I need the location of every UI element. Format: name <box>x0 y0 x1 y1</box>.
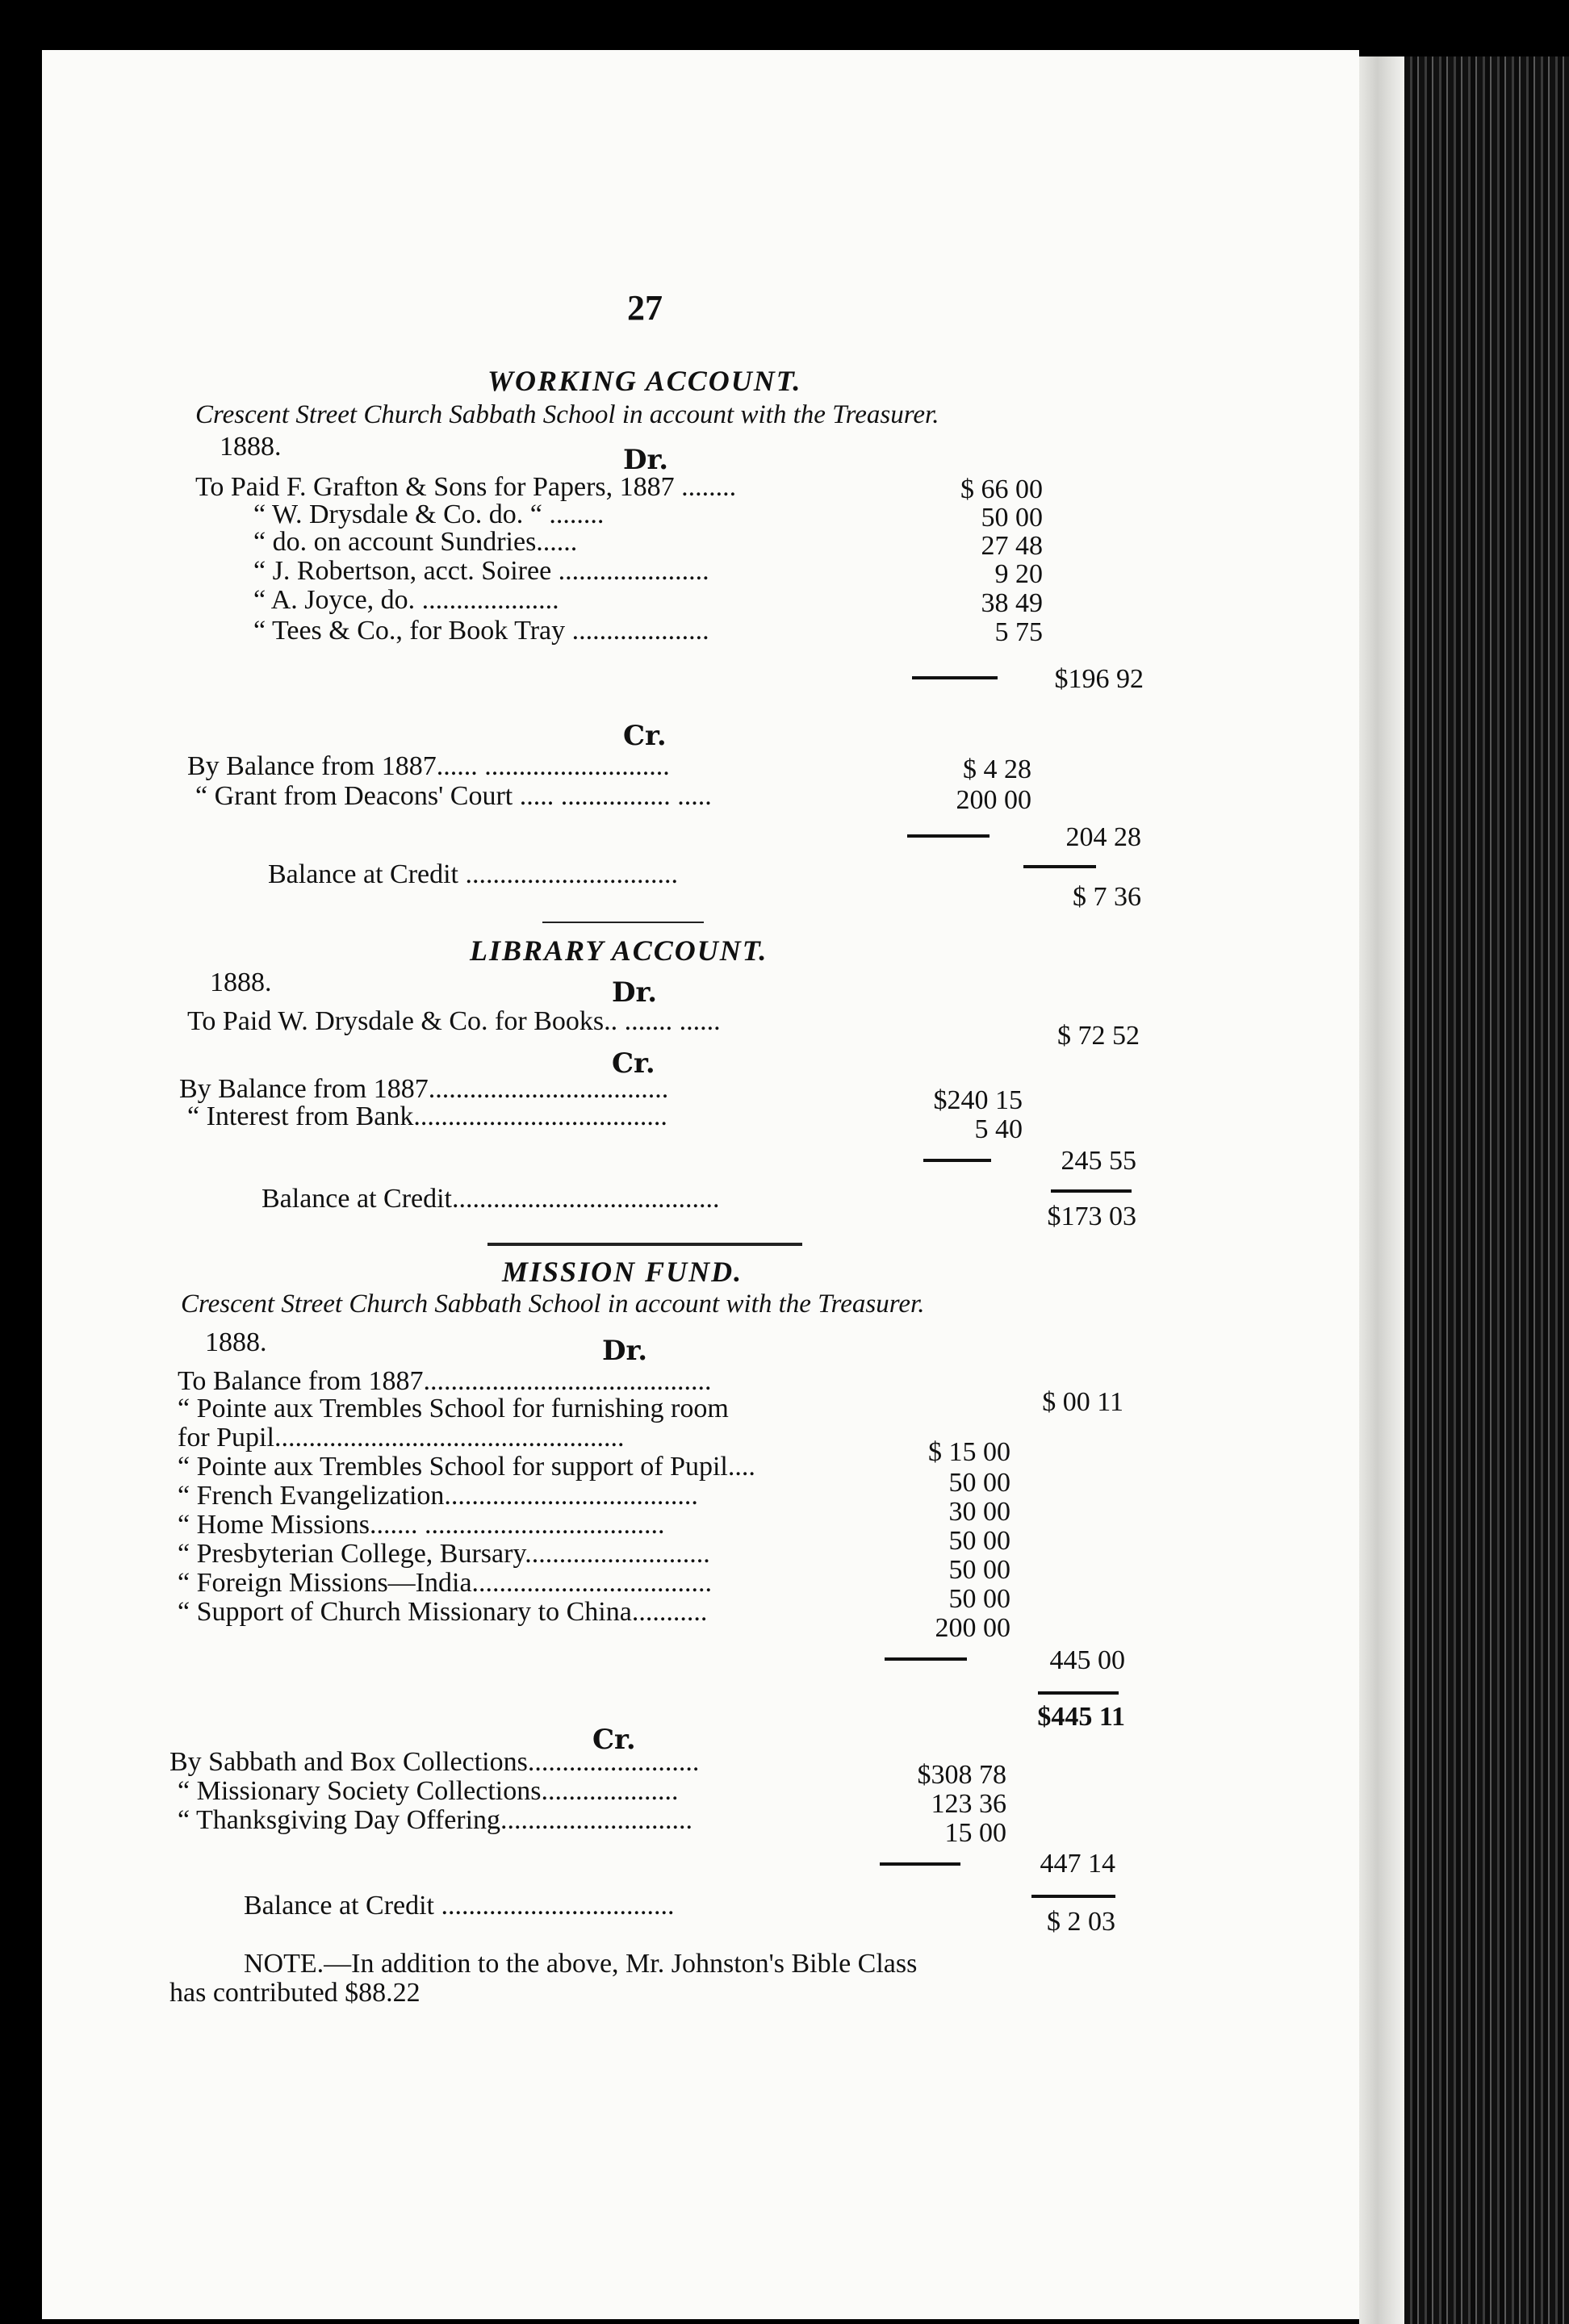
section-divider <box>542 922 704 923</box>
page-edge <box>1359 56 1404 2324</box>
working-dr-total: $196 92 <box>1054 664 1144 694</box>
working-account-title: WORKING ACCOUNT. <box>487 365 802 397</box>
ledger-entry-amount: 50 00 <box>948 1468 1010 1498</box>
ledger-entry-amount: 200 00 <box>956 785 1031 815</box>
working-balance-value: $ 7 36 <box>1073 882 1141 912</box>
page-number: 27 <box>627 288 663 328</box>
ledger-entry-amount: $ 4 28 <box>963 754 1031 784</box>
ledger-entry-amount: 50 00 <box>981 503 1043 533</box>
ledger-entry-amount: $240 15 <box>933 1085 1023 1115</box>
book-page-stack <box>1404 56 1569 2324</box>
ledger-entry-amount: 50 00 <box>948 1526 1010 1556</box>
ledger-entry-label: “ Pointe aux Trembles School for support of Pupil.... <box>178 1452 755 1482</box>
ledger-entry-label: “ do. on account Sundries...... <box>253 527 578 557</box>
note-line-2: has contributed $88.22 <box>169 1978 420 2008</box>
mission-dr-subtotal: 445 00 <box>1049 1645 1125 1675</box>
ledger-entry-label: “ Home Missions....... ................................... <box>178 1510 665 1540</box>
ledger-entry-amount: 9 20 <box>994 559 1043 589</box>
library-dr-heading: Dr. <box>612 976 658 1009</box>
balance-rule <box>1051 1189 1132 1193</box>
working-balance-label: Balance at Credit ............................... <box>268 859 679 889</box>
ledger-entry-amount: 200 00 <box>935 1613 1010 1643</box>
ledger-entry-amount: 15 00 <box>944 1818 1006 1848</box>
working-dr-heading: Dr. <box>623 444 669 476</box>
mission-cr-heading: Cr. <box>592 1724 636 1756</box>
balance-rule <box>1038 1691 1119 1695</box>
ledger-entry-label: To Balance from 1887.......................................... <box>178 1366 712 1396</box>
mission-fund-subtitle: Crescent Street Church Sabbath School in account with the Treasurer. <box>181 1289 925 1319</box>
ledger-entry-label: for Pupil................................................... <box>178 1423 625 1452</box>
library-balance-value: $173 03 <box>1047 1202 1136 1231</box>
ledger-page <box>42 50 1359 2319</box>
library-account-title: LIBRARY ACCOUNT. <box>470 934 768 967</box>
ledger-entry-label: “ Tees & Co., for Book Tray .................... <box>253 616 709 646</box>
section-divider <box>487 1243 802 1246</box>
ledger-entry-amount: $ 15 00 <box>928 1437 1010 1467</box>
mission-fund-title: MISSION FUND. <box>502 1256 743 1288</box>
ledger-entry-label: “ Missionary Society Collections.................... <box>178 1776 679 1806</box>
note-line-1: NOTE.—In addition to the above, Mr. Johnston's Bible Class <box>244 1949 918 1979</box>
ledger-entry-amount: 30 00 <box>948 1497 1010 1527</box>
ledger-entry-label: “ Thanksgiving Day Offering............................ <box>178 1805 693 1835</box>
mission-dr-heading: Dr. <box>602 1335 648 1367</box>
mission-cr-total: 447 14 <box>1040 1849 1115 1879</box>
library-balance-label: Balance at Credit....................................... <box>262 1184 720 1214</box>
sum-rule <box>907 834 990 838</box>
library-cr-heading: Cr. <box>612 1047 655 1080</box>
ledger-entry-amount: $ 66 00 <box>960 474 1043 504</box>
ledger-entry-amount: 5 40 <box>974 1114 1023 1144</box>
balance-rule <box>1031 1895 1115 1898</box>
ledger-entry-label: By Balance from 1887...... ........................... <box>187 751 670 781</box>
sum-rule <box>912 676 998 679</box>
library-year: 1888. <box>210 968 272 997</box>
working-year: 1888. <box>220 432 282 462</box>
ledger-entry-label: “ J. Robertson, acct. Soiree ...................... <box>253 556 709 586</box>
ledger-entry-amount: 123 36 <box>931 1789 1006 1819</box>
balance-rule <box>1023 865 1096 868</box>
ledger-entry-amount: $308 78 <box>917 1760 1006 1790</box>
working-cr-heading: Cr. <box>623 720 667 752</box>
mission-balance-label: Balance at Credit .................................. <box>244 1891 675 1921</box>
ledger-entry-label: “ Foreign Missions—India................................... <box>178 1568 713 1598</box>
ledger-entry-label: “ French Evangelization..................................... <box>178 1481 698 1511</box>
ledger-entry-amount: $ 72 52 <box>1057 1021 1140 1051</box>
ledger-entry-label: “ A. Joyce, do. .................... <box>253 585 559 615</box>
library-cr-total: 245 55 <box>1061 1146 1136 1176</box>
mission-dr-total: $445 11 <box>1037 1702 1125 1732</box>
mission-opening-amount: $ 00 11 <box>1042 1387 1123 1417</box>
ledger-entry-label: “ Interest from Bank..................................... <box>187 1101 667 1131</box>
ledger-entry-amount: 50 00 <box>948 1584 1010 1614</box>
mission-balance-value: $ 2 03 <box>1047 1907 1115 1937</box>
ledger-entry-amount: 5 75 <box>994 617 1043 647</box>
ledger-entry-label: “ Pointe aux Trembles School for furnishing room <box>178 1394 729 1423</box>
ledger-entry-label: By Sabbath and Box Collections......................... <box>169 1747 700 1777</box>
ledger-entry-label: To Paid W. Drysdale & Co. for Books.. ....... ...... <box>187 1006 721 1036</box>
sum-rule <box>880 1862 960 1866</box>
ledger-entry-label: “ Grant from Deacons' Court ..... ................ ..... <box>195 781 712 811</box>
ledger-entry-amount: 27 48 <box>981 531 1043 561</box>
ledger-entry-amount: 38 49 <box>981 588 1043 618</box>
ledger-entry-label: “ Presbyterian College, Bursary........................... <box>178 1539 710 1569</box>
ledger-entry-label: “ Support of Church Missionary to China........... <box>178 1597 708 1627</box>
ledger-entry-amount: 50 00 <box>948 1555 1010 1585</box>
mission-year: 1888. <box>205 1327 267 1357</box>
working-account-subtitle: Crescent Street Church Sabbath School in account with the Treasurer. <box>195 400 939 429</box>
ledger-entry-label: “ W. Drysdale & Co. do. “ ........ <box>253 499 605 529</box>
ledger-entry-label: By Balance from 1887................................... <box>179 1074 669 1104</box>
ledger-entry-label: To Paid F. Grafton & Sons for Papers, 1887 ........ <box>195 472 737 502</box>
working-cr-total: 204 28 <box>1065 822 1141 852</box>
